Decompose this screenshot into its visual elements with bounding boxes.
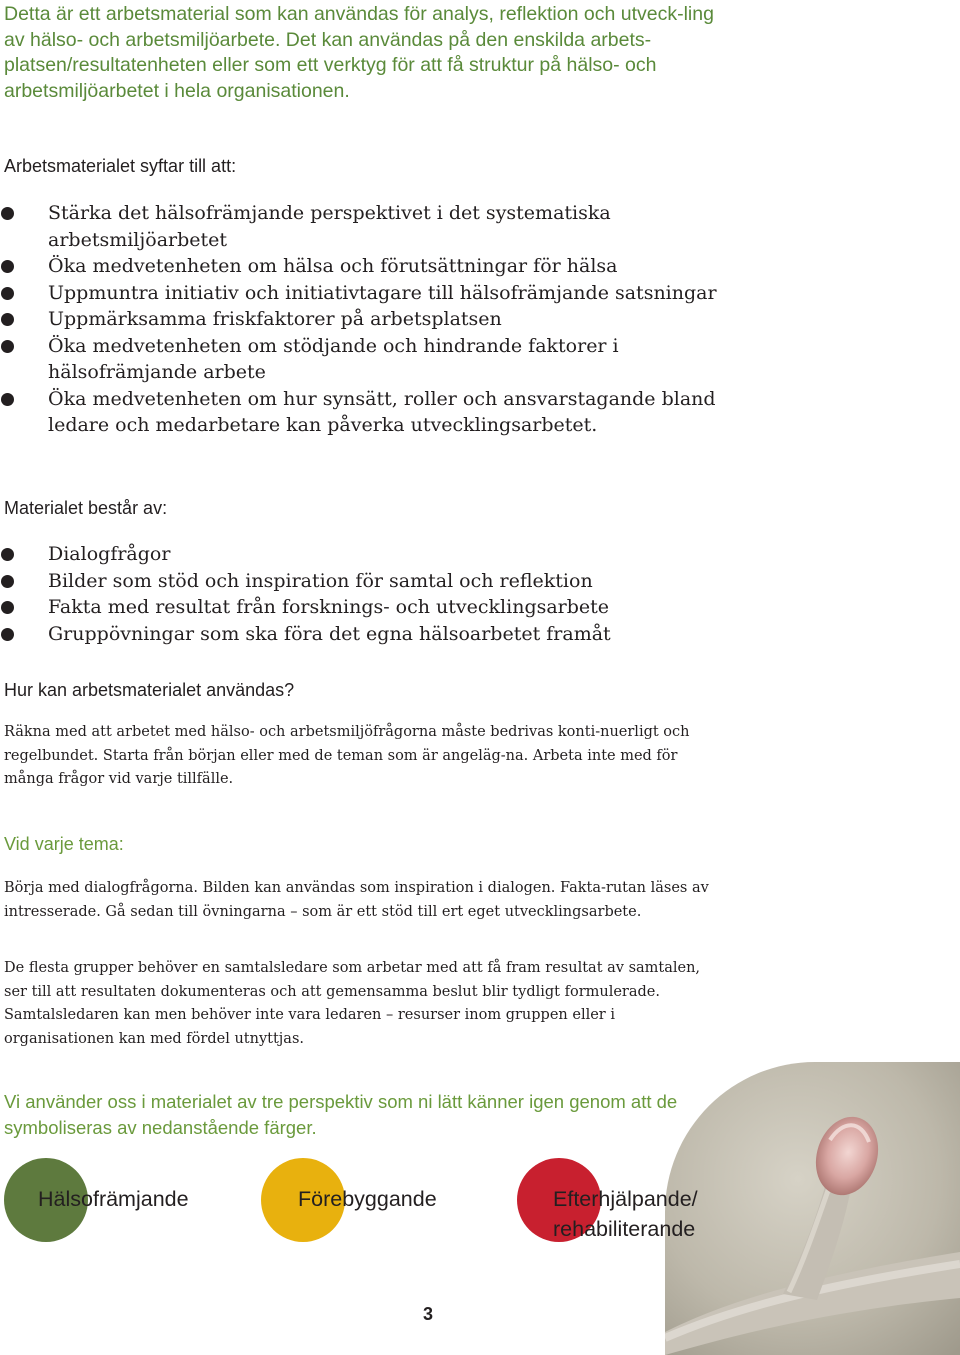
list-item: Öka medvetenheten om hur synsätt, roller och ansvarstagande bland ledare och medarbetare kan påverka utvecklingsarbetet. <box>0 386 720 439</box>
list-item: Öka medvetenheten om stödjande och hindrande faktorer i hälsofrämjande arbete <box>0 333 720 386</box>
bullet-icon <box>1 548 14 561</box>
list-item: Bilder som stöd och inspiration för samtal och reflektion <box>0 568 720 595</box>
bullet-icon <box>1 340 14 353</box>
list-item: Uppmärksamma friskfaktorer på arbetsplatsen <box>0 306 720 333</box>
theme-paragraph-1: Börja med dialogfrågorna. Bilden kan användas som inspiration i dialogen. Fakta-rutan läses av intresserade. Gå sedan till övningarna – som är ett stöd till ert eget utvecklingsarbete. <box>4 880 709 920</box>
perspective-label-preventive: Förebyggande <box>298 1187 437 1211</box>
bullet-icon <box>1 575 14 588</box>
aims-list <box>0 200 720 439</box>
bullet-icon <box>1 601 14 614</box>
contents-heading: Materialet består av: <box>4 498 168 518</box>
bullet-icon <box>1 313 14 326</box>
list-item: Öka medvetenheten om hälsa och förutsättningar för hälsa <box>0 253 720 280</box>
theme-paragraph-2: De flesta grupper behöver en samtalsledare som arbetar med att få fram resultat av samtalen, ser till att resultaten dokumenteras och att gemensamma beslut blir tydligt formulerade. Samtalsledaren kan men behöver inte vara ledaren – resurser inom gruppen eller i organisationen kan med fördel utnyttjas. <box>4 960 701 1047</box>
list-item: Uppmuntra initiativ och initiativtagare till hälsofrämjande satsningar <box>0 280 720 307</box>
perspectives-text: Vi använder oss i materialet av tre perspektiv som ni lätt känner igen genom att de symboliseras av nedanstående färger. <box>4 1091 678 1138</box>
bullet-icon <box>1 260 14 273</box>
intro-paragraph: Detta är ett arbetsmaterial som kan användas för analys, reflektion och utveck-ling av hälso- och arbetsmiljöarbete. Det kan användas på den enskilda arbets-platsen/resultatenheten eller som ett verktyg för att få struktur på hälso- och arbetsmiljöarbetet i hela organisationen. <box>4 3 714 102</box>
usage-heading: Hur kan arbetsmaterialet användas? <box>4 680 295 700</box>
usage-paragraph: Räkna med att arbetet med hälso- och arbetsmiljöfrågorna måste bedrivas konti-nuerligt och regelbundet. Starta från början eller med de teman som är angeläg-na. Arbeta inte med för många frågor vid varje tillfälle. <box>4 724 690 787</box>
bullet-icon <box>1 628 14 641</box>
list-item: Gruppövningar som ska föra det egna hälsoarbetet framåt <box>0 621 720 648</box>
theme-heading: Vid varje tema: <box>4 834 124 854</box>
perspective-label-remedial: Efterhjälpande/ rehabiliterande <box>553 1187 698 1241</box>
page-number: 3 <box>423 1304 434 1324</box>
aims-heading: Arbetsmaterialet syftar till att: <box>4 156 237 176</box>
bullet-icon <box>1 393 14 406</box>
list-item: Stärka det hälsofrämjande perspektivet i det systematiska arbetsmiljöarbetet <box>0 200 720 253</box>
bullet-icon <box>1 207 14 220</box>
list-item: Dialogfrågor <box>0 541 720 568</box>
perspective-label-health-promoting: Hälsofrämjande <box>38 1187 189 1211</box>
bullet-icon <box>1 287 14 300</box>
list-item: Fakta med resultat från forsknings- och utvecklingsarbete <box>0 594 720 621</box>
contents-list <box>0 541 720 647</box>
